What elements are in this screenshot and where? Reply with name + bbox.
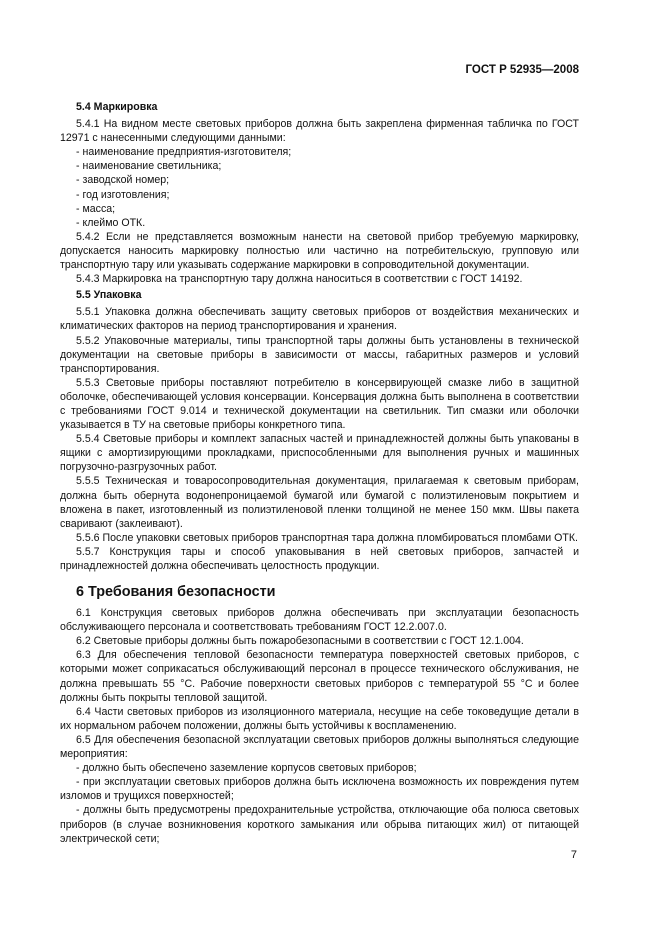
paragraph-5-5-7: 5.5.7 Конструкция тары и способ упаковывания в ней световых приборов, запчастей и принадлежностей должна обеспечивать целостность продукции. xyxy=(60,545,579,572)
paragraph-5-5-1: 5.5.1 Упаковка должна обеспечивать защиту световых приборов от воздействия механических и климатических факторов на период транспортирования и хранения. xyxy=(60,306,579,333)
paragraph-6-5: 6.5 Для обеспечения безопасной эксплуатации световых приборов должны выполняться следующие мероприятия: xyxy=(60,733,579,761)
paragraph-5-5-3: 5.5.3 Световые приборы поставляют потребителю в консервирующей смазке либо в защитной оболочке, обеспечивающей условия консервации. Консервация должна быть выполнена в соответствии с требованиями ГОСТ 9.014 и технической документации на светильник. Тип смазки или оболочки указывается в ТУ на световые приборы конкретного типа. xyxy=(60,376,579,432)
paragraph-6-1: 6.1 Конструкция световых приборов должна обеспечивать при эксплуатации безопасность обслуживающего персонала и соответствовать требованиям ГОСТ 12.2.007.0. xyxy=(60,607,579,634)
page-number: 7 xyxy=(570,849,577,861)
list-item: - масса; xyxy=(76,202,116,215)
paragraph-5-4-1: 5.4.1 На видном месте световых приборов должна быть закреплена фирменная табличка по ГОСТ 12971 с нанесенными следующими данными: xyxy=(60,118,579,145)
paragraph-5-5-4: 5.5.4 Световые приборы и комплект запасных частей и принадлежностей должны быть упакованы в ящики с амортизирующими прокладками, приспособленными для выполнения ручных и машинных погрузочно-разгрузочных работ. xyxy=(60,433,579,474)
paragraph-6-2: 6.2 Световые приборы должны быть пожаробезопасными в соответствии с ГОСТ 12.1.004. xyxy=(76,635,524,648)
paragraph-5-5-2: 5.5.2 Упаковочные материалы, типы транспортной тары должны быть установлены в технической документации на световые приборы в зависимости от массы, габаритных размеров и условий транспортирования. xyxy=(60,334,579,375)
paragraph-5-5-6: 5.5.6 После упаковки световых приборов транспортная тара должна пломбироваться пломбами ОТК. xyxy=(76,531,578,544)
list-item: - заводской номер; xyxy=(76,174,170,187)
paragraph-5-4-3: 5.4.3 Маркировка на транспортную тару должна наноситься в соответствии с ГОСТ 14192. xyxy=(76,273,523,286)
paragraph-5-5-5: 5.5.5 Техническая и товаросопроводительная документация, прилагаемая к световым приборам, должна быть обернута водонепроницаемой бумагой или бумагой с полиэтиленовым покрытием и вложена в пакет, изготовленный из полиэтиленовой пленки толщиной не менее 150 мкм. Швы пакета сваривают (заклеивают). xyxy=(60,475,579,530)
section-6-title: 6 Требования безопасности xyxy=(76,584,276,601)
section-5-5-title: 5.5 Упаковка xyxy=(76,289,142,302)
list-item: - должно быть обеспечено заземление корпусов световых приборов; xyxy=(76,762,417,775)
document-code: ГОСТ Р 52935—2008 xyxy=(465,64,579,76)
paragraph-5-4-2: 5.4.2 Если не представляется возможным нанести на световой прибор требуемую маркировку, допускается наносить маркировку полностью или частично на потребительскую, групповую или транспортную тару или указывать содержание маркировки в сопроводительной документации. xyxy=(60,230,579,272)
list-item: - наименование предприятия-изготовителя; xyxy=(76,146,292,159)
list-item: - год изготовления; xyxy=(76,188,170,201)
page-body xyxy=(60,98,579,846)
list-item: - клеймо ОТК. xyxy=(76,216,146,229)
section-5-4-title: 5.4 Маркировка xyxy=(76,101,158,113)
list-item: - наименование светильника; xyxy=(76,160,222,173)
paragraph-6-3: 6.3 Для обеспечения тепловой безопасности температура поверхностей световых приборов, с которыми может соприкасаться обслуживающий персонал в процессе технического обслуживания, не должна превышать 55 °С. Рабочие поверхности световых приборов с температурой 55 °С и более должны быть покрыты тепловой защитой. xyxy=(60,649,579,704)
list-item: - должны быть предусмотрены предохранительные устройства, отключающие оба полюса световых приборов (в случае возникновения короткого замыкания или обрыва питающих жил) от питающей электрической сети; xyxy=(60,804,579,845)
paragraph-6-4: 6.4 Части световых приборов из изоляционного материала, несущие на себе токоведущие детали в их нормальном рабочем положении, должны быть устойчивы к воспламенению. xyxy=(60,705,579,732)
list-item: - при эксплуатации световых приборов должна быть исключена возможность их повреждения путем изломов и трущихся поверхностей; xyxy=(60,776,579,803)
